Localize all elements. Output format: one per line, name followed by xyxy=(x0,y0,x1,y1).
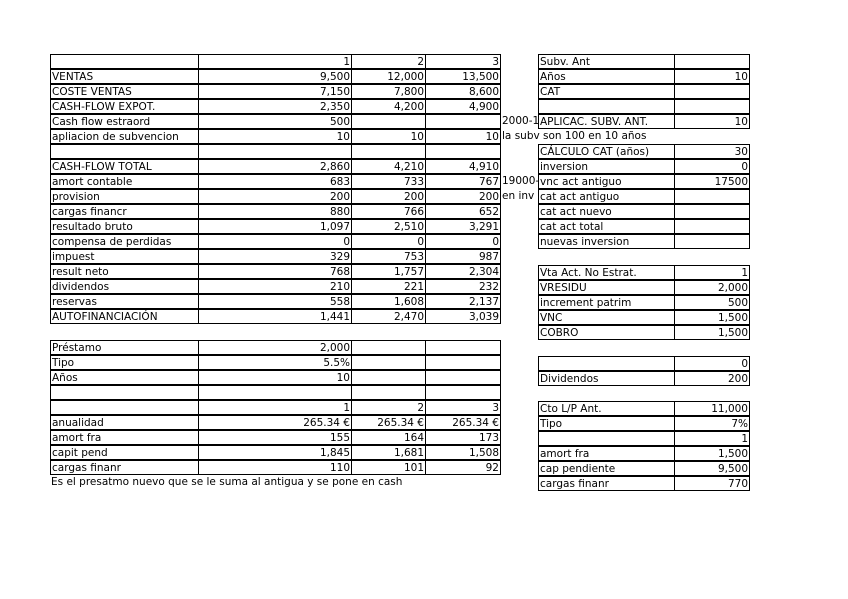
overflow-text[interactable]: 19000- xyxy=(502,175,540,187)
value-cell[interactable]: 4,200 xyxy=(351,99,426,114)
value-cell[interactable]: 2,304 xyxy=(425,264,501,279)
value-cell[interactable]: 500 xyxy=(674,295,750,310)
value-cell[interactable] xyxy=(198,385,352,400)
value-cell[interactable] xyxy=(425,355,501,370)
value-cell[interactable]: 329 xyxy=(198,249,352,264)
value-cell[interactable]: 1,508 xyxy=(425,445,501,460)
value-cell[interactable]: 770 xyxy=(674,476,750,491)
value-cell[interactable] xyxy=(351,340,426,355)
value-cell[interactable]: 2,860 xyxy=(198,159,352,174)
row-label-cell[interactable]: Subv. Ant xyxy=(538,54,675,69)
row-label-cell[interactable]: CAT xyxy=(538,84,675,99)
value-cell[interactable]: 4,210 xyxy=(351,159,426,174)
overflow-text[interactable]: la subv son 100 en 10 años xyxy=(502,130,647,142)
value-cell[interactable] xyxy=(674,84,750,99)
value-cell[interactable]: 2 xyxy=(351,54,426,69)
value-cell[interactable]: 3,039 xyxy=(425,309,501,324)
value-cell[interactable]: 5.5% xyxy=(198,355,352,370)
value-cell[interactable]: 2,000 xyxy=(198,340,352,355)
value-cell[interactable]: 1,757 xyxy=(351,264,426,279)
value-cell[interactable]: 200 xyxy=(425,189,501,204)
row-label-cell[interactable] xyxy=(50,54,199,69)
row-label-cell[interactable]: capit pend xyxy=(50,445,199,460)
row-label-cell[interactable]: inversion xyxy=(538,159,675,174)
row-label-cell[interactable]: amort fra xyxy=(50,430,199,445)
value-cell[interactable] xyxy=(425,114,501,129)
value-cell[interactable]: 30 xyxy=(674,144,750,159)
row-label-cell[interactable]: cat act total xyxy=(538,219,675,234)
value-cell[interactable] xyxy=(674,189,750,204)
value-cell[interactable]: 500 xyxy=(198,114,352,129)
row-label-cell[interactable]: CASH-FLOW EXPOT. xyxy=(50,99,199,114)
value-cell[interactable] xyxy=(425,340,501,355)
value-cell[interactable]: 155 xyxy=(198,430,352,445)
row-label-cell[interactable]: anualidad xyxy=(50,415,199,430)
value-cell[interactable]: 1,500 xyxy=(674,446,750,461)
value-cell[interactable] xyxy=(351,355,426,370)
value-cell[interactable]: 101 xyxy=(351,460,426,475)
value-cell[interactable]: 880 xyxy=(198,204,352,219)
row-label-cell[interactable]: cat act antiguo xyxy=(538,189,675,204)
value-cell[interactable] xyxy=(674,219,750,234)
row-label-cell[interactable]: cat act nuevo xyxy=(538,204,675,219)
value-cell[interactable]: 210 xyxy=(198,279,352,294)
value-cell[interactable]: 12,000 xyxy=(351,69,426,84)
row-label-cell[interactable]: Préstamo xyxy=(50,340,199,355)
row-label-cell[interactable]: COSTE VENTAS xyxy=(50,84,199,99)
value-cell[interactable]: 7,800 xyxy=(351,84,426,99)
value-cell[interactable]: 10 xyxy=(198,370,352,385)
value-cell[interactable]: 200 xyxy=(198,189,352,204)
value-cell[interactable]: 173 xyxy=(425,430,501,445)
row-label-cell[interactable]: amort contable xyxy=(50,174,199,189)
value-cell[interactable]: 0 xyxy=(351,234,426,249)
row-label-cell[interactable]: Cto L/P Ant. xyxy=(538,401,675,416)
value-cell[interactable] xyxy=(674,99,750,114)
value-cell[interactable]: 733 xyxy=(351,174,426,189)
value-cell[interactable]: 753 xyxy=(351,249,426,264)
value-cell[interactable]: 1,608 xyxy=(351,294,426,309)
row-label-cell[interactable]: Dividendos xyxy=(538,371,675,386)
value-cell[interactable] xyxy=(351,114,426,129)
value-cell[interactable] xyxy=(425,370,501,385)
value-cell[interactable]: 10 xyxy=(674,69,750,84)
row-label-cell[interactable]: Tipo xyxy=(538,416,675,431)
value-cell[interactable]: 10 xyxy=(425,129,501,144)
overflow-text[interactable]: 2000-1 xyxy=(502,115,540,127)
row-label-cell[interactable]: dividendos xyxy=(50,279,199,294)
value-cell[interactable]: 1,097 xyxy=(198,219,352,234)
value-cell[interactable]: 2,350 xyxy=(198,99,352,114)
value-cell[interactable]: 7,150 xyxy=(198,84,352,99)
value-cell[interactable]: 0 xyxy=(674,159,750,174)
value-cell[interactable]: 200 xyxy=(674,371,750,386)
value-cell[interactable]: 265.34 € xyxy=(351,415,426,430)
note-text[interactable]: Es el presatmo nuevo que se le suma al antigua y se pone en cash xyxy=(51,476,403,488)
value-cell[interactable]: 2,137 xyxy=(425,294,501,309)
overflow-text[interactable]: en inv xyxy=(502,190,535,202)
value-cell[interactable]: 3 xyxy=(425,400,501,415)
row-label-cell[interactable]: resultado bruto xyxy=(50,219,199,234)
row-label-cell[interactable]: APLICAC. SUBV. ANT. xyxy=(538,114,675,129)
row-label-cell[interactable]: result neto xyxy=(50,264,199,279)
value-cell[interactable]: 1 xyxy=(674,431,750,446)
row-label-cell[interactable]: AUTOFINANCIACIÓN xyxy=(50,309,199,324)
row-label-cell[interactable]: VENTAS xyxy=(50,69,199,84)
value-cell[interactable]: 221 xyxy=(351,279,426,294)
value-cell[interactable] xyxy=(198,144,352,159)
value-cell[interactable] xyxy=(351,370,426,385)
value-cell[interactable]: 9,500 xyxy=(198,69,352,84)
row-label-cell[interactable]: increment patrim xyxy=(538,295,675,310)
value-cell[interactable] xyxy=(674,54,750,69)
value-cell[interactable]: 8,600 xyxy=(425,84,501,99)
value-cell[interactable]: 652 xyxy=(425,204,501,219)
value-cell[interactable]: 2,510 xyxy=(351,219,426,234)
value-cell[interactable]: 13,500 xyxy=(425,69,501,84)
row-label-cell[interactable]: compensa de perdidas xyxy=(50,234,199,249)
row-label-cell[interactable] xyxy=(50,385,199,400)
value-cell[interactable]: 3,291 xyxy=(425,219,501,234)
row-label-cell[interactable]: CASH-FLOW TOTAL xyxy=(50,159,199,174)
row-label-cell[interactable] xyxy=(50,400,199,415)
row-label-cell[interactable]: apliacion de subvencion xyxy=(50,129,199,144)
value-cell[interactable]: 0 xyxy=(425,234,501,249)
value-cell[interactable]: 558 xyxy=(198,294,352,309)
row-label-cell[interactable] xyxy=(538,356,675,371)
value-cell[interactable]: 3 xyxy=(425,54,501,69)
value-cell[interactable]: 0 xyxy=(198,234,352,249)
value-cell[interactable]: 768 xyxy=(198,264,352,279)
value-cell[interactable]: 1 xyxy=(198,400,352,415)
row-label-cell[interactable]: cargas finanr xyxy=(538,476,675,491)
value-cell[interactable]: 766 xyxy=(351,204,426,219)
value-cell[interactable] xyxy=(351,144,426,159)
value-cell[interactable]: 4,900 xyxy=(425,99,501,114)
value-cell[interactable]: 7% xyxy=(674,416,750,431)
value-cell[interactable]: 1,441 xyxy=(198,309,352,324)
row-label-cell[interactable]: vnc act antiguo xyxy=(538,174,675,189)
value-cell[interactable]: 1,681 xyxy=(351,445,426,460)
value-cell[interactable]: 987 xyxy=(425,249,501,264)
value-cell[interactable]: 200 xyxy=(351,189,426,204)
value-cell[interactable] xyxy=(425,385,501,400)
row-label-cell[interactable]: impuest xyxy=(50,249,199,264)
value-cell[interactable]: 265.34 € xyxy=(198,415,352,430)
value-cell[interactable]: 10 xyxy=(198,129,352,144)
row-label-cell[interactable]: Tipo xyxy=(50,355,199,370)
row-label-cell[interactable]: VRESIDU xyxy=(538,280,675,295)
value-cell[interactable]: 10 xyxy=(351,129,426,144)
value-cell[interactable] xyxy=(425,144,501,159)
value-cell[interactable]: 92 xyxy=(425,460,501,475)
row-label-cell[interactable]: Vta Act. No Estrat. xyxy=(538,265,675,280)
value-cell[interactable]: 9,500 xyxy=(674,461,750,476)
value-cell[interactable]: 265.34 € xyxy=(425,415,501,430)
value-cell[interactable]: 4,910 xyxy=(425,159,501,174)
row-label-cell[interactable]: nuevas inversion xyxy=(538,234,675,249)
value-cell[interactable] xyxy=(351,385,426,400)
value-cell[interactable]: 17500 xyxy=(674,174,750,189)
row-label-cell[interactable]: reservas xyxy=(50,294,199,309)
row-label-cell[interactable]: cargas finanr xyxy=(50,460,199,475)
value-cell[interactable]: 767 xyxy=(425,174,501,189)
value-cell[interactable]: 164 xyxy=(351,430,426,445)
row-label-cell[interactable] xyxy=(50,144,199,159)
row-label-cell[interactable]: amort fra xyxy=(538,446,675,461)
value-cell[interactable]: 110 xyxy=(198,460,352,475)
value-cell[interactable]: 1 xyxy=(198,54,352,69)
row-label-cell[interactable]: COBRO xyxy=(538,325,675,340)
value-cell[interactable]: 1,500 xyxy=(674,310,750,325)
value-cell[interactable]: 683 xyxy=(198,174,352,189)
value-cell[interactable] xyxy=(674,234,750,249)
row-label-cell[interactable]: cap pendiente xyxy=(538,461,675,476)
row-label-cell[interactable] xyxy=(538,431,675,446)
row-label-cell[interactable]: VNC xyxy=(538,310,675,325)
value-cell[interactable]: 1,500 xyxy=(674,325,750,340)
value-cell[interactable]: 2,000 xyxy=(674,280,750,295)
row-label-cell[interactable]: cargas financr xyxy=(50,204,199,219)
value-cell[interactable]: 1 xyxy=(674,265,750,280)
value-cell[interactable] xyxy=(674,204,750,219)
value-cell[interactable]: 0 xyxy=(674,356,750,371)
row-label-cell[interactable]: Cash flow estraord xyxy=(50,114,199,129)
row-label-cell[interactable] xyxy=(538,99,675,114)
row-label-cell[interactable]: provision xyxy=(50,189,199,204)
value-cell[interactable]: 1,845 xyxy=(198,445,352,460)
value-cell[interactable]: 2,470 xyxy=(351,309,426,324)
value-cell[interactable]: 232 xyxy=(425,279,501,294)
value-cell[interactable]: 11,000 xyxy=(674,401,750,416)
row-label-cell[interactable]: Años xyxy=(538,69,675,84)
row-label-cell[interactable]: CÁLCULO CAT (años) xyxy=(538,144,675,159)
value-cell[interactable]: 2 xyxy=(351,400,426,415)
value-cell[interactable]: 10 xyxy=(674,114,750,129)
row-label-cell[interactable]: Años xyxy=(50,370,199,385)
